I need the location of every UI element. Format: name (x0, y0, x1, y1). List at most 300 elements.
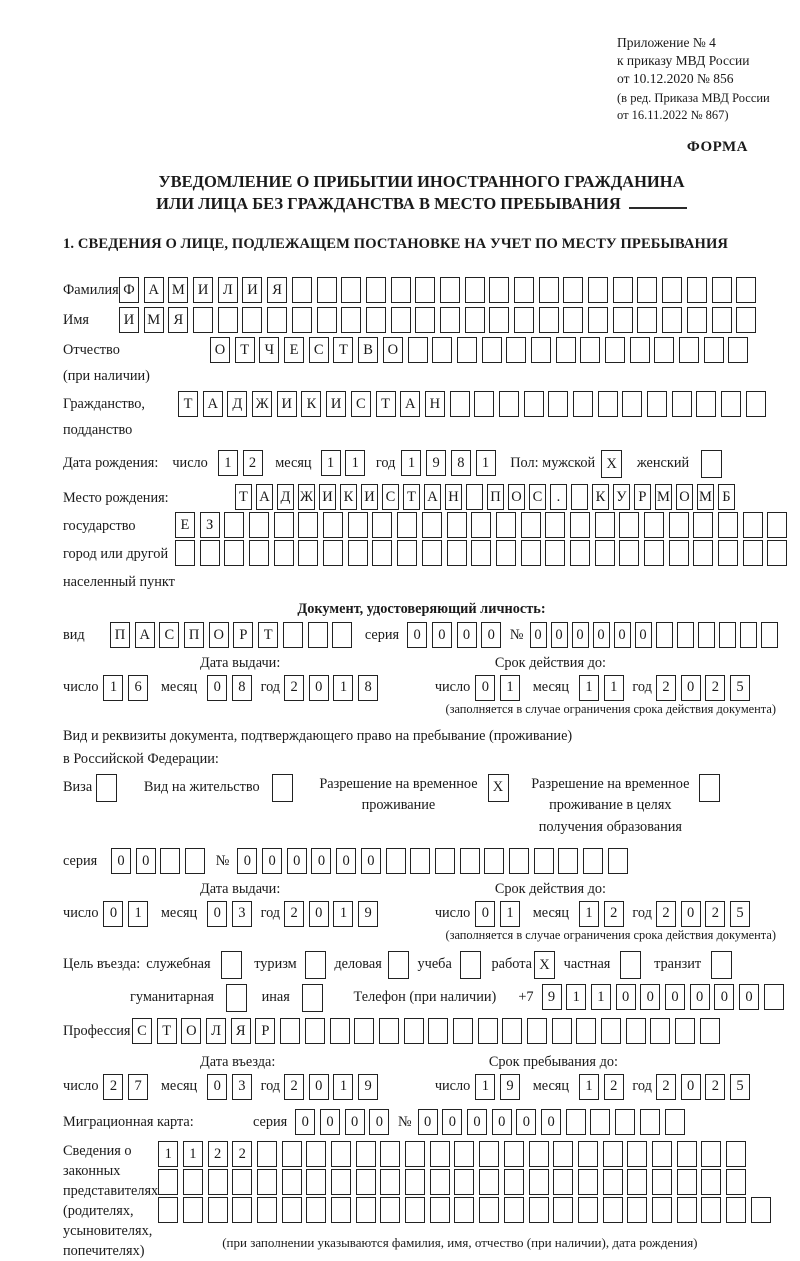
char-cell[interactable] (588, 307, 608, 333)
char-cell[interactable] (566, 1109, 586, 1135)
char-cell[interactable]: Е (175, 512, 195, 538)
char-cell[interactable]: 1 (218, 450, 238, 476)
char-cell[interactable] (332, 622, 352, 648)
char-cell[interactable] (608, 848, 628, 874)
char-cell[interactable] (331, 1169, 351, 1195)
char-cell[interactable] (563, 277, 583, 303)
char-cell[interactable] (545, 540, 565, 566)
char-cell[interactable]: 0 (262, 848, 282, 874)
char-cell[interactable]: Т (178, 391, 198, 417)
char-cell[interactable] (728, 337, 748, 363)
char-cell[interactable] (698, 622, 715, 648)
char-cell[interactable] (160, 848, 180, 874)
char-cell[interactable] (644, 512, 664, 538)
char-cell[interactable]: 0 (492, 1109, 512, 1135)
char-cell[interactable] (366, 307, 386, 333)
char-cell[interactable]: О (209, 622, 229, 648)
char-cell[interactable]: Р (634, 484, 651, 510)
char-cell[interactable]: 2 (656, 1074, 676, 1100)
char-cell[interactable]: К (301, 391, 321, 417)
char-cell[interactable] (415, 307, 435, 333)
char-cell[interactable] (578, 1141, 598, 1167)
char-cell[interactable] (489, 277, 509, 303)
char-cell[interactable] (701, 1141, 721, 1167)
char-cell[interactable] (341, 277, 361, 303)
char-cell[interactable] (736, 277, 756, 303)
char-cell[interactable] (405, 1169, 425, 1195)
char-cell[interactable]: 1 (500, 901, 520, 927)
char-cell[interactable] (619, 540, 639, 566)
char-cell[interactable] (552, 1018, 572, 1044)
char-cell[interactable] (405, 1197, 425, 1223)
char-cell[interactable]: Т (235, 337, 255, 363)
char-cell[interactable] (479, 1169, 499, 1195)
char-cell[interactable] (736, 307, 756, 333)
char-cell[interactable]: Т (333, 337, 353, 363)
char-cell[interactable] (226, 984, 247, 1012)
char-cell[interactable] (578, 1197, 598, 1223)
char-cell[interactable] (479, 1141, 499, 1167)
char-cell[interactable] (447, 540, 467, 566)
char-cell[interactable] (323, 512, 343, 538)
char-cell[interactable]: А (135, 622, 155, 648)
char-cell[interactable] (669, 540, 689, 566)
char-cell[interactable] (175, 540, 195, 566)
char-cell[interactable] (454, 1197, 474, 1223)
char-cell[interactable] (372, 540, 392, 566)
char-cell[interactable]: 0 (311, 848, 331, 874)
char-cell[interactable] (620, 951, 641, 979)
char-cell[interactable]: М (168, 277, 188, 303)
char-cell[interactable] (726, 1197, 746, 1223)
char-cell[interactable]: 1 (401, 450, 421, 476)
char-cell[interactable] (323, 540, 343, 566)
char-cell[interactable]: 0 (295, 1109, 315, 1135)
char-cell[interactable]: О (181, 1018, 201, 1044)
char-cell[interactable]: 2 (705, 675, 725, 701)
char-cell[interactable] (764, 984, 784, 1010)
char-cell[interactable] (484, 848, 504, 874)
char-cell[interactable]: Ф (119, 277, 139, 303)
char-cell[interactable]: 0 (309, 901, 329, 927)
char-cell[interactable]: 0 (616, 984, 636, 1010)
char-cell[interactable]: Я (231, 1018, 251, 1044)
char-cell[interactable]: С (382, 484, 399, 510)
char-cell[interactable]: С (132, 1018, 152, 1044)
char-cell[interactable]: 2 (284, 675, 304, 701)
char-cell[interactable] (529, 1141, 549, 1167)
char-cell[interactable] (257, 1141, 277, 1167)
char-cell[interactable] (534, 848, 554, 874)
char-cell[interactable]: 0 (287, 848, 307, 874)
char-cell[interactable] (232, 1197, 252, 1223)
char-cell[interactable] (447, 512, 467, 538)
char-cell[interactable]: 2 (208, 1141, 228, 1167)
char-cell[interactable] (626, 1018, 646, 1044)
char-cell[interactable]: А (400, 391, 420, 417)
char-cell[interactable] (280, 1018, 300, 1044)
char-cell[interactable] (521, 540, 541, 566)
char-cell[interactable] (305, 951, 326, 979)
char-cell[interactable]: 2 (284, 1074, 304, 1100)
char-cell[interactable] (282, 1141, 302, 1167)
char-cell[interactable] (183, 1197, 203, 1223)
char-cell[interactable] (435, 848, 455, 874)
char-cell[interactable] (687, 277, 707, 303)
char-cell[interactable] (208, 1197, 228, 1223)
char-cell[interactable] (471, 540, 491, 566)
char-cell[interactable]: И (361, 484, 378, 510)
char-cell[interactable] (242, 307, 262, 333)
char-cell[interactable]: Т (403, 484, 420, 510)
char-cell[interactable] (183, 1169, 203, 1195)
char-cell[interactable] (583, 848, 603, 874)
char-cell[interactable]: 1 (321, 450, 341, 476)
char-cell[interactable]: 1 (158, 1141, 178, 1167)
char-cell[interactable] (627, 1169, 647, 1195)
char-cell[interactable] (637, 277, 657, 303)
char-cell[interactable] (224, 540, 244, 566)
char-cell[interactable] (496, 540, 516, 566)
char-cell[interactable]: 0 (345, 1109, 365, 1135)
char-cell[interactable] (218, 307, 238, 333)
char-cell[interactable] (380, 1141, 400, 1167)
char-cell[interactable] (224, 512, 244, 538)
char-cell[interactable]: 0 (369, 1109, 389, 1135)
char-cell[interactable] (605, 337, 625, 363)
char-cell[interactable] (573, 391, 593, 417)
char-cell[interactable] (466, 484, 483, 510)
char-cell[interactable] (598, 391, 618, 417)
char-cell[interactable]: О (508, 484, 525, 510)
char-cell[interactable] (430, 1197, 450, 1223)
char-cell[interactable] (502, 1018, 522, 1044)
char-cell[interactable] (662, 277, 682, 303)
char-cell[interactable] (267, 307, 287, 333)
char-cell[interactable] (366, 277, 386, 303)
char-cell[interactable]: 0 (665, 984, 685, 1010)
char-cell[interactable] (397, 540, 417, 566)
char-cell[interactable] (96, 774, 117, 802)
char-cell[interactable] (588, 277, 608, 303)
char-cell[interactable] (531, 337, 551, 363)
char-cell[interactable] (603, 1141, 623, 1167)
char-cell[interactable] (292, 277, 312, 303)
char-cell[interactable] (571, 484, 588, 510)
char-cell[interactable]: 2 (232, 1141, 252, 1167)
char-cell[interactable]: И (319, 484, 336, 510)
char-cell[interactable]: 0 (320, 1109, 340, 1135)
char-cell[interactable] (721, 391, 741, 417)
char-cell[interactable] (292, 307, 312, 333)
char-cell[interactable]: О (676, 484, 693, 510)
char-cell[interactable] (457, 337, 477, 363)
char-cell[interactable] (719, 622, 736, 648)
char-cell[interactable] (504, 1141, 524, 1167)
char-cell[interactable] (379, 1018, 399, 1044)
char-cell[interactable] (356, 1197, 376, 1223)
char-cell[interactable]: 0 (681, 901, 701, 927)
char-cell[interactable]: 2 (284, 901, 304, 927)
char-cell[interactable]: 0 (572, 622, 589, 648)
char-cell[interactable] (570, 540, 590, 566)
char-cell[interactable] (563, 307, 583, 333)
char-cell[interactable]: 1 (333, 1074, 353, 1100)
char-cell[interactable] (603, 1169, 623, 1195)
char-cell[interactable] (305, 1018, 325, 1044)
char-cell[interactable]: Т (157, 1018, 177, 1044)
char-cell[interactable]: 0 (457, 622, 477, 648)
char-cell[interactable] (553, 1169, 573, 1195)
char-cell[interactable]: 1 (476, 450, 496, 476)
char-cell[interactable] (380, 1197, 400, 1223)
char-cell[interactable] (391, 277, 411, 303)
char-cell[interactable] (430, 1169, 450, 1195)
char-cell[interactable] (308, 622, 328, 648)
char-cell[interactable] (208, 1169, 228, 1195)
char-cell[interactable] (479, 1197, 499, 1223)
char-cell[interactable] (397, 512, 417, 538)
char-cell[interactable]: А (144, 277, 164, 303)
char-cell[interactable] (348, 512, 368, 538)
char-cell[interactable] (627, 1197, 647, 1223)
char-cell[interactable] (306, 1197, 326, 1223)
char-cell[interactable] (405, 1141, 425, 1167)
char-cell[interactable] (317, 277, 337, 303)
char-cell[interactable]: 0 (516, 1109, 536, 1135)
char-cell[interactable] (693, 540, 713, 566)
char-cell[interactable] (282, 1169, 302, 1195)
char-cell[interactable]: 1 (566, 984, 586, 1010)
char-cell[interactable]: В (358, 337, 378, 363)
char-cell[interactable] (521, 512, 541, 538)
char-cell[interactable]: 0 (739, 984, 759, 1010)
char-cell[interactable]: 2 (705, 901, 725, 927)
char-cell[interactable] (712, 277, 732, 303)
char-cell[interactable]: Р (255, 1018, 275, 1044)
char-cell[interactable]: 0 (237, 848, 257, 874)
char-cell[interactable]: 9 (358, 901, 378, 927)
char-cell[interactable]: Д (227, 391, 247, 417)
char-cell[interactable]: 0 (593, 622, 610, 648)
char-cell[interactable] (553, 1197, 573, 1223)
char-cell[interactable] (630, 337, 650, 363)
char-cell[interactable] (440, 307, 460, 333)
char-cell[interactable]: 0 (361, 848, 381, 874)
char-cell[interactable]: 8 (451, 450, 471, 476)
char-cell[interactable] (595, 512, 615, 538)
char-cell[interactable] (388, 951, 409, 979)
char-cell[interactable] (677, 1169, 697, 1195)
char-cell[interactable]: 2 (656, 675, 676, 701)
char-cell[interactable]: 2 (103, 1074, 123, 1100)
char-cell[interactable] (553, 1141, 573, 1167)
char-cell[interactable]: 1 (333, 675, 353, 701)
char-cell[interactable] (232, 1169, 252, 1195)
char-cell[interactable] (482, 337, 502, 363)
char-cell[interactable]: 1 (475, 1074, 495, 1100)
char-cell[interactable]: З (200, 512, 220, 538)
char-cell[interactable] (422, 540, 442, 566)
char-cell[interactable] (761, 622, 778, 648)
char-cell[interactable]: X (601, 450, 622, 478)
char-cell[interactable] (545, 512, 565, 538)
char-cell[interactable] (408, 337, 428, 363)
char-cell[interactable]: 0 (614, 622, 631, 648)
char-cell[interactable] (548, 391, 568, 417)
char-cell[interactable]: . (550, 484, 567, 510)
char-cell[interactable]: 0 (640, 984, 660, 1010)
char-cell[interactable]: 9 (542, 984, 562, 1010)
char-cell[interactable] (272, 774, 293, 802)
char-cell[interactable] (317, 307, 337, 333)
char-cell[interactable] (499, 391, 519, 417)
char-cell[interactable]: 9 (426, 450, 446, 476)
char-cell[interactable] (677, 622, 694, 648)
char-cell[interactable]: 0 (103, 901, 123, 927)
char-cell[interactable]: 1 (579, 675, 599, 701)
char-cell[interactable] (751, 1197, 771, 1223)
char-cell[interactable] (640, 1109, 660, 1135)
char-cell[interactable] (740, 622, 757, 648)
char-cell[interactable] (700, 1018, 720, 1044)
char-cell[interactable]: Л (218, 277, 238, 303)
char-cell[interactable] (699, 774, 720, 802)
char-cell[interactable]: П (487, 484, 504, 510)
char-cell[interactable]: 1 (579, 901, 599, 927)
char-cell[interactable]: Т (258, 622, 278, 648)
char-cell[interactable] (454, 1169, 474, 1195)
char-cell[interactable] (701, 450, 722, 478)
char-cell[interactable] (576, 1018, 596, 1044)
char-cell[interactable]: С (159, 622, 179, 648)
char-cell[interactable]: 0 (336, 848, 356, 874)
char-cell[interactable]: Е (284, 337, 304, 363)
char-cell[interactable]: Д (277, 484, 294, 510)
char-cell[interactable]: 0 (635, 622, 652, 648)
char-cell[interactable] (654, 337, 674, 363)
char-cell[interactable] (453, 1018, 473, 1044)
char-cell[interactable] (465, 277, 485, 303)
char-cell[interactable] (509, 848, 529, 874)
char-cell[interactable]: М (697, 484, 714, 510)
char-cell[interactable]: 0 (530, 622, 547, 648)
char-cell[interactable]: 0 (541, 1109, 561, 1135)
char-cell[interactable] (524, 391, 544, 417)
char-cell[interactable]: 0 (551, 622, 568, 648)
char-cell[interactable]: 8 (358, 675, 378, 701)
char-cell[interactable]: И (277, 391, 297, 417)
char-cell[interactable] (450, 391, 470, 417)
char-cell[interactable] (341, 307, 361, 333)
char-cell[interactable] (595, 540, 615, 566)
char-cell[interactable]: 3 (232, 901, 252, 927)
char-cell[interactable] (372, 512, 392, 538)
char-cell[interactable]: 0 (136, 848, 156, 874)
char-cell[interactable] (257, 1197, 277, 1223)
char-cell[interactable] (527, 1018, 547, 1044)
char-cell[interactable] (474, 391, 494, 417)
char-cell[interactable] (283, 622, 303, 648)
char-cell[interactable]: 1 (604, 675, 624, 701)
char-cell[interactable]: 0 (714, 984, 734, 1010)
char-cell[interactable] (514, 277, 534, 303)
char-cell[interactable] (696, 391, 716, 417)
char-cell[interactable]: 2 (604, 1074, 624, 1100)
char-cell[interactable]: М (144, 307, 164, 333)
char-cell[interactable] (578, 1169, 598, 1195)
char-cell[interactable] (331, 1197, 351, 1223)
char-cell[interactable] (506, 337, 526, 363)
char-cell[interactable]: 2 (243, 450, 263, 476)
char-cell[interactable] (662, 307, 682, 333)
char-cell[interactable]: 2 (604, 901, 624, 927)
char-cell[interactable]: С (529, 484, 546, 510)
char-cell[interactable]: 0 (467, 1109, 487, 1135)
char-cell[interactable] (726, 1141, 746, 1167)
char-cell[interactable] (743, 540, 763, 566)
char-cell[interactable] (465, 307, 485, 333)
char-cell[interactable]: 5 (730, 1074, 750, 1100)
char-cell[interactable] (652, 1197, 672, 1223)
char-cell[interactable]: Ч (259, 337, 279, 363)
char-cell[interactable]: П (110, 622, 130, 648)
char-cell[interactable] (556, 337, 576, 363)
char-cell[interactable]: А (424, 484, 441, 510)
char-cell[interactable] (718, 512, 738, 538)
char-cell[interactable]: П (184, 622, 204, 648)
char-cell[interactable] (298, 540, 318, 566)
char-cell[interactable]: Л (206, 1018, 226, 1044)
char-cell[interactable] (647, 391, 667, 417)
char-cell[interactable] (514, 307, 534, 333)
char-cell[interactable] (711, 951, 732, 979)
char-cell[interactable] (665, 1109, 685, 1135)
char-cell[interactable] (430, 1141, 450, 1167)
char-cell[interactable] (504, 1197, 524, 1223)
char-cell[interactable]: И (326, 391, 346, 417)
char-cell[interactable]: 9 (358, 1074, 378, 1100)
char-cell[interactable] (306, 1141, 326, 1167)
char-cell[interactable]: 0 (475, 675, 495, 701)
char-cell[interactable]: 0 (207, 901, 227, 927)
char-cell[interactable]: 0 (475, 901, 495, 927)
char-cell[interactable]: 0 (309, 1074, 329, 1100)
char-cell[interactable]: 5 (730, 675, 750, 701)
char-cell[interactable] (701, 1197, 721, 1223)
char-cell[interactable]: 6 (128, 675, 148, 701)
char-cell[interactable] (356, 1169, 376, 1195)
char-cell[interactable] (221, 951, 242, 979)
char-cell[interactable]: Т (376, 391, 396, 417)
char-cell[interactable]: 0 (690, 984, 710, 1010)
char-cell[interactable]: 8 (232, 675, 252, 701)
char-cell[interactable] (380, 1169, 400, 1195)
char-cell[interactable] (726, 1169, 746, 1195)
char-cell[interactable]: X (534, 951, 555, 979)
char-cell[interactable] (274, 540, 294, 566)
char-cell[interactable]: М (655, 484, 672, 510)
char-cell[interactable]: 1 (345, 450, 365, 476)
char-cell[interactable]: Н (445, 484, 462, 510)
char-cell[interactable] (158, 1169, 178, 1195)
char-cell[interactable]: 3 (232, 1074, 252, 1100)
char-cell[interactable]: Ж (298, 484, 315, 510)
char-cell[interactable] (679, 337, 699, 363)
char-cell[interactable]: И (193, 277, 213, 303)
char-cell[interactable] (672, 391, 692, 417)
char-cell[interactable] (529, 1169, 549, 1195)
